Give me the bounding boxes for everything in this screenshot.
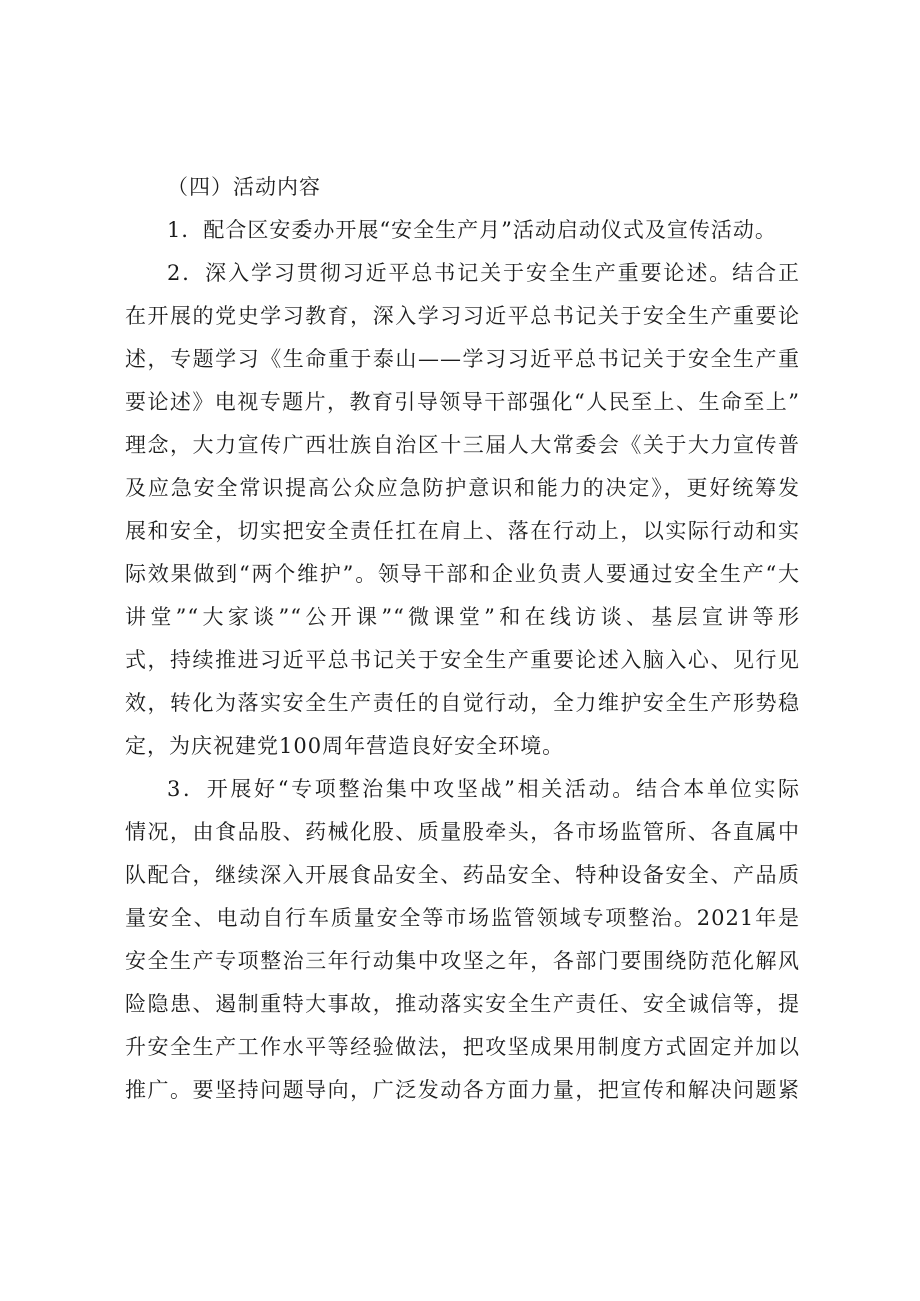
paragraph-line: 情况，由食品股、药械化股、质量股牵头，各市场监管所、各直属中 [125, 820, 800, 844]
paragraph-line: 队配合，继续深入开展食品安全、药品安全、特种设备安全、产品质 [125, 863, 800, 887]
paragraph-line: 1．配合区安委办开展“安全生产月”活动启动仪式及宣传活动。 [167, 218, 777, 242]
paragraph-line: 效，转化为落实安全生产责任的自觉行动，全力维护安全生产形势稳 [125, 691, 800, 715]
paragraph-line: 安全生产专项整治三年行动集中攻坚之年，各部门要围绕防范化解风 [125, 949, 800, 973]
paragraph-line: 险隐患、遏制重特大事故，推动落实安全生产责任、安全诚信等，提 [125, 992, 800, 1016]
paragraph-line: 述，专题学习《生命重于泰山——学习习近平总书记关于安全生产重 [125, 347, 800, 371]
paragraph-line: 推广。要坚持问题导向，广泛发动各方面力量，把宣传和解决问题紧 [125, 1078, 800, 1102]
paragraph-2 [125, 252, 800, 768]
paragraph-line: 讲堂”“大家谈”“公开课”“微课堂”和在线访谈、基层宣讲等形 [125, 605, 800, 629]
paragraph-line: 展和安全，切实把安全责任扛在肩上、落在行动上，以实际行动和实 [125, 519, 800, 543]
paragraph-line: 3．开展好“专项整治集中攻坚战”相关活动。结合本单位实际 [167, 777, 800, 801]
paragraph-1 [125, 209, 800, 252]
paragraph-line: 式，持续推进习近平总书记关于安全生产重要论述入脑入心、见行见 [125, 648, 800, 672]
paragraph-line: 及应急安全常识提高公众应急防护意识和能力的决定》，更好统筹发 [125, 476, 800, 500]
paragraph-line: 在开展的党史学习教育，深入学习习近平总书记关于安全生产重要论 [125, 304, 800, 328]
paragraph-line: 定，为庆祝建党100周年营造良好安全环境。 [125, 734, 565, 758]
paragraph-line: 要论述》电视专题片，教育引导领导干部强化“人民至上、生命至上” [125, 390, 800, 414]
paragraph-line: 量安全、电动自行车质量安全等市场监管领域专项整治。2021年是 [125, 906, 800, 930]
paragraph-line: 2．深入学习贯彻习近平总书记关于安全生产重要论述。结合正 [167, 261, 800, 285]
section-heading: （四）活动内容 [167, 175, 321, 199]
paragraph-line: 际效果做到“两个维护”。领导干部和企业负责人要通过安全生产“大 [125, 562, 800, 586]
paragraph-3 [125, 768, 800, 1112]
paragraph-line: 升安全生产工作水平等经验做法，把攻坚成果用制度方式固定并加以 [125, 1035, 800, 1059]
document-body [125, 166, 800, 1112]
paragraph-line: 理念，大力宣传广西壮族自治区十三届人大常委会《关于大力宣传普 [125, 433, 800, 457]
